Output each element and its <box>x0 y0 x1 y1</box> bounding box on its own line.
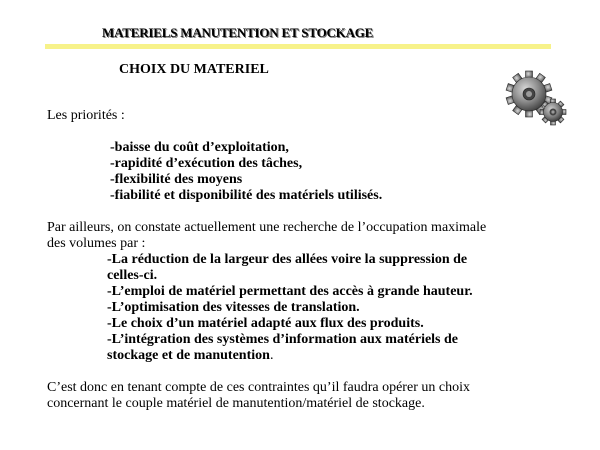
small-gear <box>540 99 566 125</box>
occupation-final-period: . <box>269 348 274 363</box>
occupation-intro-line1: Par ailleurs, on constate actuellement une recherche de l’occupation maximale <box>47 220 487 235</box>
gears-icon <box>505 68 567 126</box>
page-title: MATERIELS MANUTENTION ET STOCKAGE <box>102 25 374 40</box>
occupation-intro-line2: des volumes par : <box>47 236 146 251</box>
occupation-item: -La réduction de la largeur des allées voire la suppression de <box>107 252 468 267</box>
occupation-item: -L’optimisation des vitesses de translation. <box>107 300 360 315</box>
priorities-list <box>110 140 382 204</box>
conclusion-line1: C’est donc en tenant compte de ces contraintes qu’il faudra opérer un choix <box>47 380 470 395</box>
priority-item: -baisse du coût d’exploitation, <box>110 140 289 155</box>
priority-item: -flexibilité des moyens <box>110 172 243 187</box>
conclusion-line2: concernant le couple matériel de manutention/matériel de stockage. <box>47 396 425 411</box>
occupation-item: -L’intégration des systèmes d’information aux matériels de <box>107 332 459 347</box>
occupation-item: -L’emploi de matériel permettant des accès à grande hauteur. <box>107 284 473 299</box>
occupation-item: celles-ci. <box>107 268 158 283</box>
section-subtitle: CHOIX DU MATERIEL <box>119 62 269 77</box>
occupation-item-text: stockage et de manutention <box>107 348 270 363</box>
header-divider <box>45 44 551 49</box>
occupation-item-last <box>107 348 473 364</box>
occupation-item: -Le choix d’un matériel adapté aux flux des produits. <box>107 316 424 331</box>
priority-item: -rapidité d’exécution des tâches, <box>110 156 303 171</box>
priorities-intro: Les priorités : <box>47 108 125 123</box>
priority-item: -fiabilité et disponibilité des matériels utilisés. <box>110 188 383 203</box>
occupation-list <box>107 252 473 364</box>
